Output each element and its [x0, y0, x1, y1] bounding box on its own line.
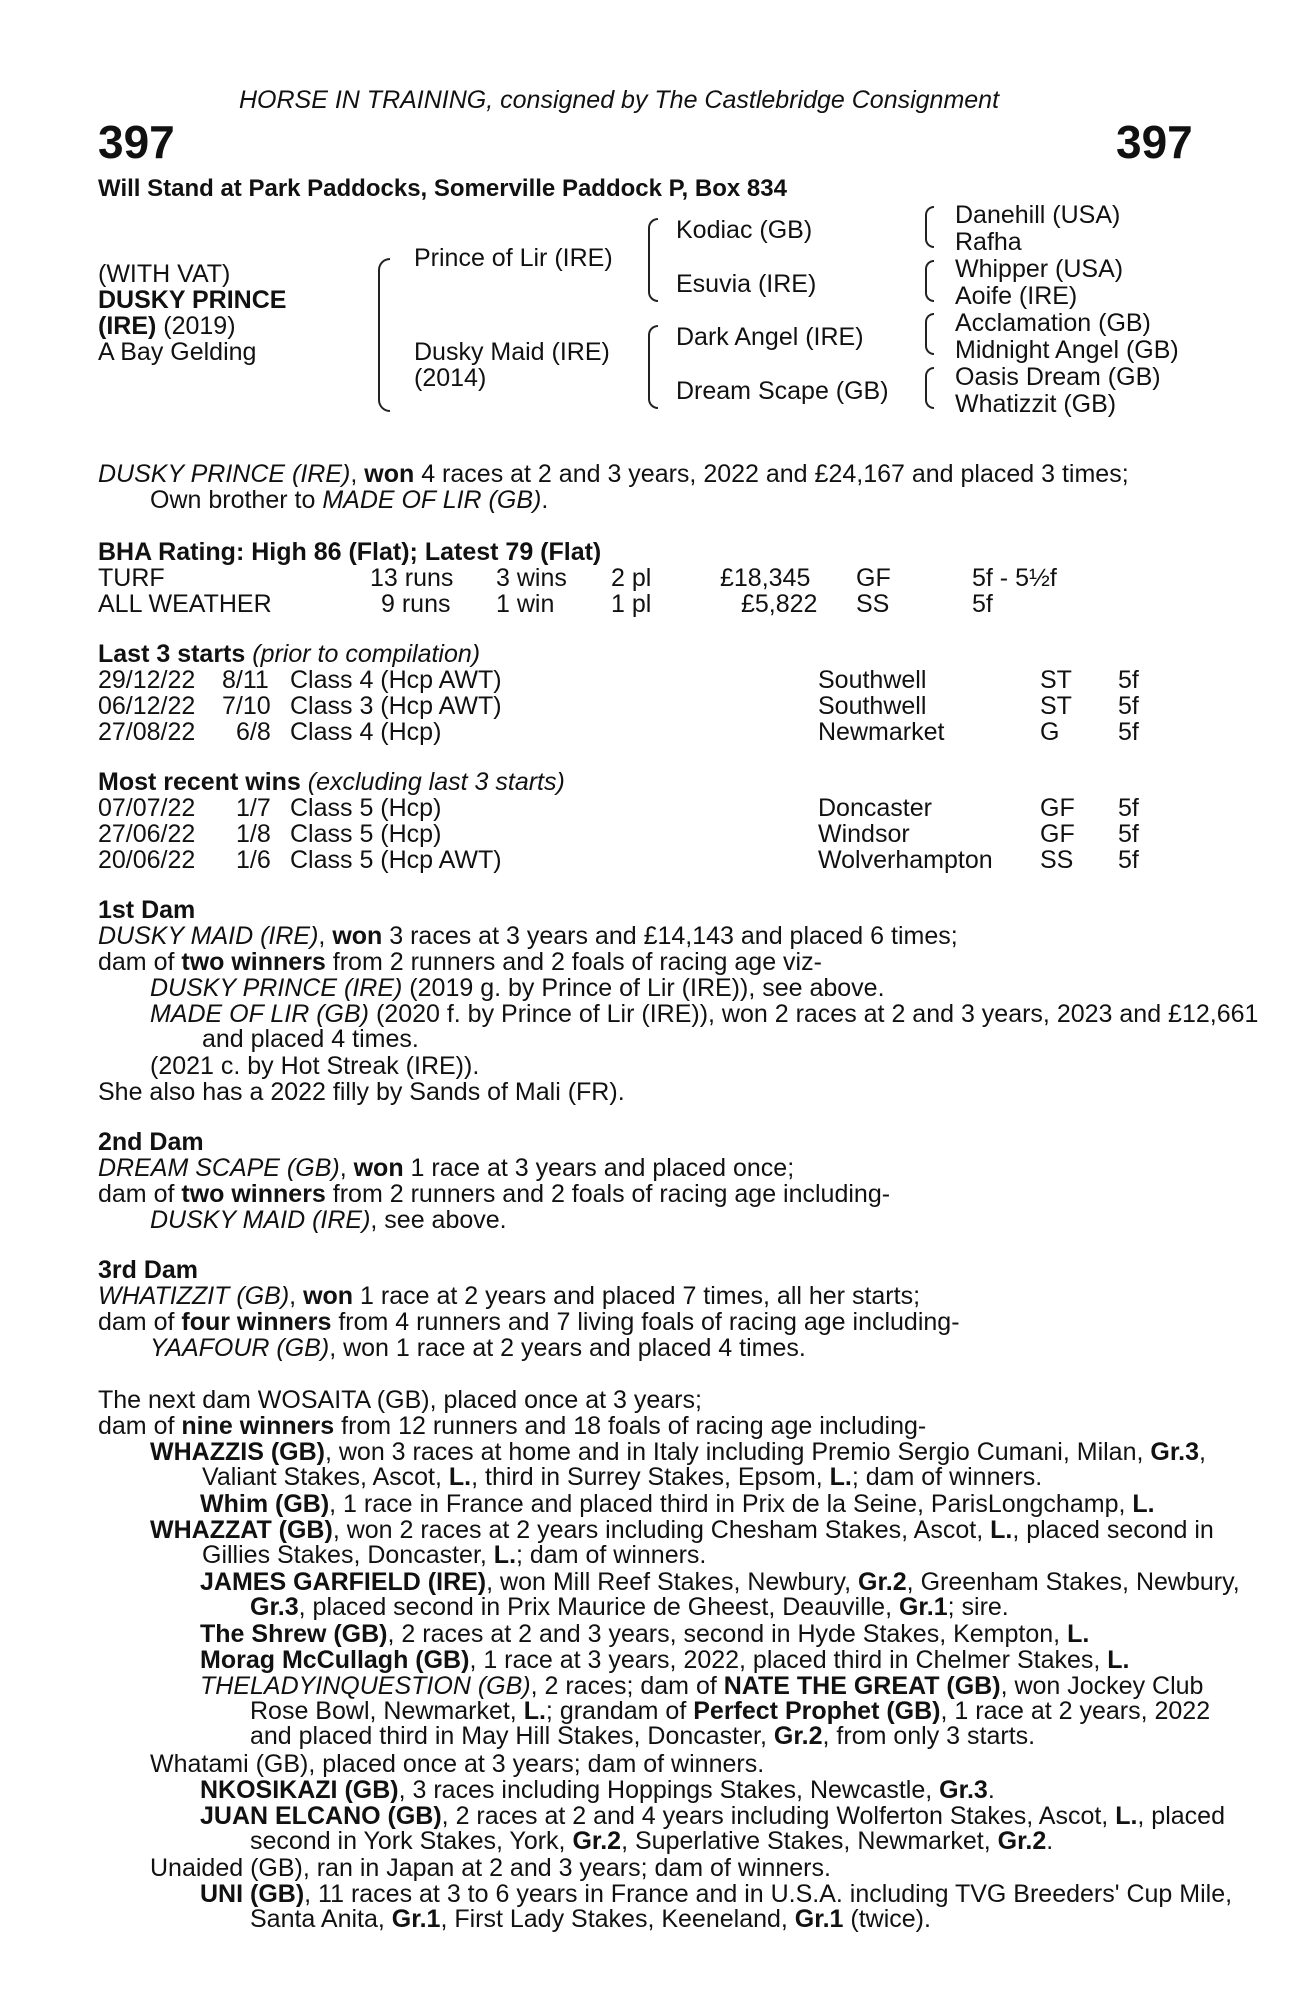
- pedigree-ggp-2: Rafha: [955, 228, 1022, 256]
- pedigree-gp-2: Esuvia (IRE): [676, 270, 817, 298]
- third-dam-title: 3rd Dam: [98, 1256, 199, 1284]
- produce-juan-elcano: JUAN ELCANO (GB), 2 races at 2 and 4 years including Wolferton Stakes, Ascot, L., placed second in York Stakes, York, Gr.2, Superlative Stakes, Newmarket, Gr.2.: [200, 1802, 1225, 1855]
- pedigree-ggp-6: Midnight Angel (GB): [955, 336, 1179, 364]
- second-dam-line-2: dam of two winners from 2 runners and 2 foals of racing age including-: [98, 1180, 891, 1208]
- brace-ggp-4: [925, 367, 934, 409]
- third-dam-foal: YAAFOUR (GB), won 1 race at 2 years and placed 4 times.: [150, 1334, 806, 1362]
- produce-james-garfield: JAMES GARFIELD (IRE), won Mill Reef Stakes, Newbury, Gr.2, Greenham Stakes, Newbury, Gr.3, placed second in Prix Maurice de Gheest, Deauville, Gr.1; sire.: [200, 1568, 1240, 1621]
- produce-theladyinquestion: THELADYINQUESTION (GB), 2 races; dam of NATE THE GREAT (GB), won Jockey Club Rose Bowl, Newmarket, L.; grandam of Perfect Prophet (GB), 1 race at 2 years, 2022 and placed third in May Hill Stakes, Doncaster, Gr.2, from only 3 starts.: [200, 1672, 1211, 1750]
- pedigree-ggp-5: Acclamation (GB): [955, 309, 1151, 337]
- produce-nkosikazi: NKOSIKAZI (GB), 3 races including Hoppings Stakes, Newcastle, Gr.3.: [200, 1776, 995, 1804]
- produce-whazzis: WHAZZIS (GB), won 3 races at home and in Italy including Premio Sergio Cumani, Milan, Gr.3, Valiant Stakes, Ascot, L., third in Surrey Stakes, Epsom, L.; dam of winners.: [150, 1438, 1206, 1491]
- pedigree-dam-year: (2014): [414, 364, 487, 392]
- produce-whazzat: WHAZZAT (GB), won 2 races at 2 years including Chesham Stakes, Ascot, L., placed second in Gillies Stakes, Doncaster, L.; dam of winners.: [150, 1516, 1214, 1569]
- first-dam-line-2: dam of two winners from 2 runners and 2 foals of racing age viz-: [98, 948, 822, 976]
- lot-number-left: 397: [98, 116, 175, 168]
- pedigree-gp-1: Kodiac (GB): [676, 216, 813, 244]
- pedigree-gp-4: Dream Scape (GB): [676, 377, 889, 405]
- last-3-starts-title: Last 3 starts (prior to compilation): [98, 640, 481, 668]
- second-dam-title: 2nd Dam: [98, 1128, 204, 1156]
- brace-ggp-2: [925, 260, 934, 302]
- bha-rating-title: BHA Rating: High 86 (Flat); Latest 79 (Flat): [98, 538, 602, 566]
- pedigree-sire: Prince of Lir (IRE): [414, 244, 613, 272]
- brace-ggp-1: [925, 206, 934, 248]
- stand-location: Will Stand at Park Paddocks, Somerville Paddock P, Box 834: [98, 175, 787, 202]
- vat-status: (WITH VAT): [98, 260, 231, 288]
- horse-description: A Bay Gelding: [98, 338, 257, 366]
- brace-parents: [378, 258, 390, 412]
- horse-name: DUSKY PRINCE: [98, 286, 287, 314]
- summary-line-1: DUSKY PRINCE (IRE), won 4 races at 2 and 3 years, 2022 and £24,167 and placed 3 times;: [98, 460, 1129, 488]
- first-dam-foal-1: DUSKY PRINCE (IRE) (2019 g. by Prince of Lir (IRE)), see above.: [150, 974, 885, 1002]
- produce-whatami: Whatami (GB), placed once at 3 years; dam of winners.: [150, 1750, 765, 1778]
- brace-dam-side: [648, 325, 658, 409]
- pedigree-dam: Dusky Maid (IRE): [414, 338, 610, 366]
- brace-sire-side: [648, 218, 658, 302]
- second-dam-line-1: DREAM SCAPE (GB), won 1 race at 3 years and placed once;: [98, 1154, 795, 1182]
- produce-morag-mccullagh: Morag McCullagh (GB), 1 race at 3 years, 2022, placed third in Chelmer Stakes, L.: [200, 1646, 1130, 1674]
- brace-ggp-3: [925, 313, 934, 355]
- next-dam-line-2: dam of nine winners from 12 runners and 18 foals of racing age including-: [98, 1412, 927, 1440]
- produce-uni: UNI (GB), 11 races at 3 to 6 years in France and in U.S.A. including TVG Breeders' Cup Mile, Santa Anita, Gr.1, First Lady Stakes, Keeneland, Gr.1 (twice).: [200, 1880, 1233, 1933]
- produce-whim: Whim (GB), 1 race in France and placed third in Prix de la Seine, ParisLongchamp, L.: [200, 1490, 1155, 1518]
- first-dam-foal-2: MADE OF LIR (GB) (2020 f. by Prince of Lir (IRE)), won 2 races at 2 and 3 years, 2023 and £12,661 and placed 4 times.: [150, 1000, 1259, 1053]
- first-dam-line-1: DUSKY MAID (IRE), won 3 races at 3 years and £14,143 and placed 6 times;: [98, 922, 958, 950]
- first-dam-title: 1st Dam: [98, 896, 196, 924]
- pedigree-gp-3: Dark Angel (IRE): [676, 323, 864, 351]
- first-dam-foal-3: (2021 c. by Hot Streak (IRE)).: [150, 1052, 480, 1080]
- summary-line-2: Own brother to MADE OF LIR (GB).: [150, 486, 549, 514]
- catalogue-caption: HORSE IN TRAINING, consigned by The Castlebridge Consignment: [239, 86, 1000, 114]
- third-dam-line-2: dam of four winners from 4 runners and 7 living foals of racing age including-: [98, 1308, 960, 1336]
- recent-wins-title: Most recent wins (excluding last 3 starts): [98, 768, 565, 796]
- pedigree-ggp-3: Whipper (USA): [955, 255, 1124, 283]
- pedigree-ggp-4: Aoife (IRE): [955, 282, 1078, 310]
- pedigree-ggp-1: Danehill (USA): [955, 201, 1121, 229]
- third-dam-line-1: WHATIZZIT (GB), won 1 race at 2 years and placed 7 times, all her starts;: [98, 1282, 921, 1310]
- pedigree-ggp-7: Oasis Dream (GB): [955, 363, 1161, 391]
- pedigree-ggp-8: Whatizzit (GB): [955, 390, 1117, 418]
- produce-unaided: Unaided (GB), ran in Japan at 2 and 3 years; dam of winners.: [150, 1854, 831, 1882]
- second-dam-foal: DUSKY MAID (IRE), see above.: [150, 1206, 507, 1234]
- lot-number-right: 397: [1116, 116, 1193, 168]
- first-dam-note: She also has a 2022 filly by Sands of Mali (FR).: [98, 1078, 625, 1106]
- produce-the-shrew: The Shrew (GB), 2 races at 2 and 3 years, second in Hyde Stakes, Kempton, L.: [200, 1620, 1090, 1648]
- next-dam-line-1: The next dam WOSAITA (GB), placed once at 3 years;: [98, 1386, 702, 1414]
- horse-origin-year: (IRE) (2019): [98, 312, 236, 340]
